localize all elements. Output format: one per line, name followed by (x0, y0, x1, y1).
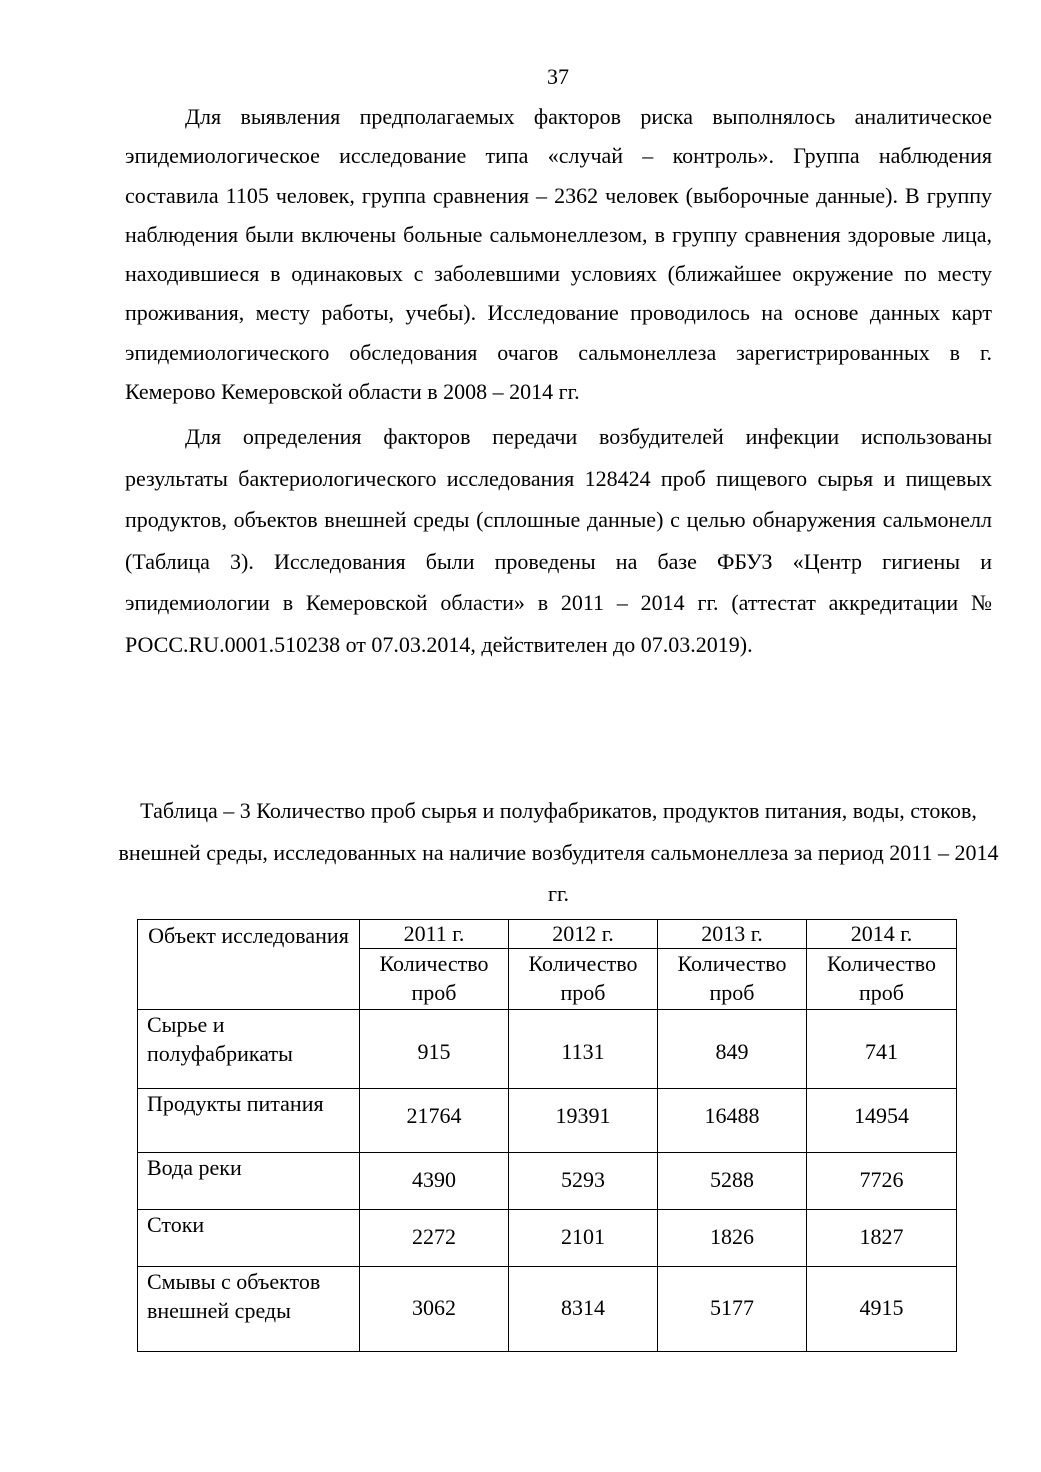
table-cell: 7726 (807, 1153, 957, 1210)
table-cell: 1827 (807, 1210, 957, 1267)
samples-table (137, 919, 957, 1352)
page-number: 37 (547, 64, 569, 89)
table-row (138, 1267, 957, 1352)
table-cell: 849 (658, 1010, 807, 1089)
body-text (125, 97, 992, 665)
table-cell: 4390 (360, 1153, 509, 1210)
row-label: Сырье и полуфабрикаты (138, 1010, 360, 1089)
table-row (138, 1010, 957, 1089)
table-cell: 4915 (807, 1267, 957, 1352)
table-cell: 3062 (360, 1267, 509, 1352)
table-cell: 1131 (509, 1010, 658, 1089)
table-cell: 21764 (360, 1089, 509, 1153)
table-cell: 5293 (509, 1153, 658, 1210)
table-cell: 8314 (509, 1267, 658, 1352)
table-cell: 19391 (509, 1089, 658, 1153)
count-subheader: Количество проб (360, 949, 509, 1010)
table-row (138, 1089, 957, 1153)
paragraph-risk-factors: Для выявления предполагаемых факторов риска выполнялось аналитическое эпидемиологическое исследование типа «случай – контроль». Группа наблюдения составила 1105 человек, группа сравнения – 2362 человек (выборочные данные). В группу наблюдения были включены больные сальмонеллезом, в группу сравнения здоровые лица, находившиеся в одинаковых с заболевшими условиях (ближайшее окружение по месту проживания, месту работы, учебы). Исследование проводилось на основе данных карт эпидемиологического обследования очагов сальмонеллеза зарегистрированных в г. Кемерово Кемеровской области в 2008 – 2014 гг. (125, 104, 992, 405)
year-header: 2012 г. (509, 920, 658, 949)
table-header-row (138, 920, 957, 949)
row-label: Вода реки (138, 1153, 360, 1210)
count-subheader: Количество проб (807, 949, 957, 1010)
row-label: Продукты питания (138, 1089, 360, 1153)
table-cell: 1826 (658, 1210, 807, 1267)
table-cell: 14954 (807, 1089, 957, 1153)
year-header: 2013 г. (658, 920, 807, 949)
count-subheader: Количество проб (509, 949, 658, 1010)
object-header: Объект исследования (138, 920, 360, 1010)
table-cell: 2272 (360, 1210, 509, 1267)
year-header: 2011 г. (360, 920, 509, 949)
table-row (138, 1153, 957, 1210)
table-row (138, 1210, 957, 1267)
row-label: Смывы с объектов внешней среды (138, 1267, 360, 1352)
paragraph-transmission-factors: Для определения факторов передачи возбудителей инфекции использованы результаты бактериологического исследования 128424 проб пищевого сырья и пищевых продуктов, объектов внешней среды (сплошные данные) с целью обнаружения сальмонелл (Таблица 3). Исследования были проведены на базе ФБУЗ «Центр гигиены и эпидемиологии в Кемеровской области» в 2011 – 2014 гг. (аттестат аккредитации № РОСС.RU.0001.510238 от 07.03.2014, действителен до 07.03.2019). (125, 424, 992, 657)
count-subheader: Количество проб (658, 949, 807, 1010)
row-label: Стоки (138, 1210, 360, 1267)
table-cell: 5177 (658, 1267, 807, 1352)
table-cell: 5288 (658, 1153, 807, 1210)
year-header: 2014 г. (807, 920, 957, 949)
table-cell: 2101 (509, 1210, 658, 1267)
table-caption: Таблица – 3 Количество проб сырья и полуфабрикатов, продуктов питания, воды, стоков, внешней среды, исследованных на наличие возбудителя сальмонеллеза за период 2011 – 2014 гг. (118, 798, 999, 906)
table-cell: 915 (360, 1010, 509, 1089)
table-cell: 16488 (658, 1089, 807, 1153)
table-cell: 741 (807, 1010, 957, 1089)
